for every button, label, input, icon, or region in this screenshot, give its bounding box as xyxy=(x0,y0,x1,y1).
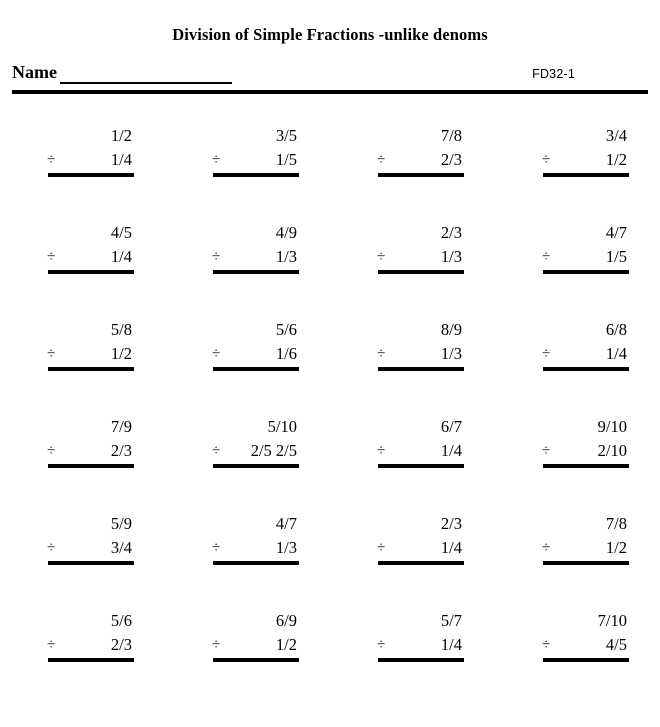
answer-rule[interactable] xyxy=(48,561,134,565)
answer-rule[interactable] xyxy=(543,270,629,274)
divisor-line xyxy=(543,439,629,463)
divisor-line xyxy=(543,245,629,269)
divisor: 2/3 xyxy=(110,441,132,460)
problem-cell xyxy=(165,215,330,312)
division-problem xyxy=(213,318,299,371)
divisor: 1/6 xyxy=(275,344,297,363)
dividend: 7/9 xyxy=(110,417,132,436)
divide-icon: ÷ xyxy=(377,249,386,265)
divisor-line xyxy=(48,245,134,269)
name-input-line[interactable] xyxy=(60,82,232,84)
name-row xyxy=(0,62,660,88)
problem-cell xyxy=(165,312,330,409)
divisor: 1/3 xyxy=(440,344,462,363)
divisor: 1/4 xyxy=(440,635,462,654)
dividend: 5/6 xyxy=(275,320,297,339)
divisor-line xyxy=(48,342,134,366)
division-problem xyxy=(378,318,464,371)
dividend: 5/7 xyxy=(440,611,462,630)
divide-icon: ÷ xyxy=(377,637,386,653)
dividend: 5/10 xyxy=(267,417,297,436)
divide-icon: ÷ xyxy=(542,637,551,653)
dividend: 4/7 xyxy=(605,223,627,242)
problem-cell xyxy=(0,603,165,700)
divide-icon: ÷ xyxy=(542,152,551,168)
answer-rule[interactable] xyxy=(48,464,134,468)
divisor: 1/2 xyxy=(110,344,132,363)
divisor: 4/5 xyxy=(605,635,627,654)
dividend: 3/4 xyxy=(605,126,627,145)
problem-cell xyxy=(0,215,165,312)
divisor: 3/4 xyxy=(110,538,132,557)
dividend: 7/8 xyxy=(440,126,462,145)
problem-row xyxy=(0,506,660,603)
answer-rule[interactable] xyxy=(543,173,629,177)
divide-icon: ÷ xyxy=(212,249,221,265)
answer-rule[interactable] xyxy=(213,367,299,371)
dividend: 5/6 xyxy=(110,611,132,630)
divide-icon: ÷ xyxy=(377,152,386,168)
problem-row xyxy=(0,603,660,700)
answer-rule[interactable] xyxy=(48,658,134,662)
division-problem xyxy=(213,512,299,565)
division-problem xyxy=(543,512,629,565)
divisor: 1/5 xyxy=(605,247,627,266)
divide-icon: ÷ xyxy=(47,443,56,459)
divisor-line xyxy=(213,536,299,560)
problem-row xyxy=(0,409,660,506)
division-problem xyxy=(48,318,134,371)
dividend: 7/10 xyxy=(597,611,627,630)
divisor-line xyxy=(378,439,464,463)
divide-icon: ÷ xyxy=(377,443,386,459)
divisor: 1/4 xyxy=(605,344,627,363)
dividend: 4/9 xyxy=(275,223,297,242)
division-problem xyxy=(213,124,299,177)
answer-rule[interactable] xyxy=(213,173,299,177)
divide-icon: ÷ xyxy=(47,346,56,362)
problem-cell xyxy=(0,506,165,603)
problem-cell xyxy=(495,312,660,409)
division-problem xyxy=(543,221,629,274)
problem-cell xyxy=(0,312,165,409)
divide-icon: ÷ xyxy=(47,152,56,168)
problem-cell xyxy=(165,118,330,215)
dividend: 3/5 xyxy=(275,126,297,145)
answer-rule[interactable] xyxy=(543,464,629,468)
divide-icon: ÷ xyxy=(212,443,221,459)
division-problem xyxy=(378,124,464,177)
divisor-line xyxy=(213,439,299,463)
divisor: 1/3 xyxy=(275,538,297,557)
divide-icon: ÷ xyxy=(212,540,221,556)
divisor: 2/3 xyxy=(110,635,132,654)
header-divider xyxy=(12,90,648,94)
answer-rule[interactable] xyxy=(543,367,629,371)
problem-cell xyxy=(0,409,165,506)
divisor: 1/2 xyxy=(275,635,297,654)
divisor-line xyxy=(48,439,134,463)
divisor-line xyxy=(543,148,629,172)
problem-cell xyxy=(330,215,495,312)
problem-row xyxy=(0,118,660,215)
divide-icon: ÷ xyxy=(377,540,386,556)
division-problem xyxy=(378,609,464,662)
page-title: Division of Simple Fractions -unlike denoms xyxy=(172,25,488,44)
divisor-line xyxy=(378,342,464,366)
answer-rule[interactable] xyxy=(213,270,299,274)
divisor: 1/3 xyxy=(440,247,462,266)
problem-cell xyxy=(495,409,660,506)
divisor-line xyxy=(543,633,629,657)
divisor: 1/2 xyxy=(605,150,627,169)
dividend: 1/2 xyxy=(110,126,132,145)
answer-rule[interactable] xyxy=(543,658,629,662)
sheet-code: FD32-1 xyxy=(532,67,575,81)
divisor-line xyxy=(378,148,464,172)
dividend: 6/8 xyxy=(605,320,627,339)
divide-icon: ÷ xyxy=(377,346,386,362)
answer-rule[interactable] xyxy=(213,464,299,468)
division-problem xyxy=(48,609,134,662)
problem-cell xyxy=(330,409,495,506)
answer-rule[interactable] xyxy=(213,561,299,565)
problem-cell xyxy=(330,118,495,215)
answer-rule[interactable] xyxy=(378,367,464,371)
divisor-line xyxy=(378,245,464,269)
divisor-line xyxy=(378,633,464,657)
dividend: 4/7 xyxy=(275,514,297,533)
problem-cell xyxy=(495,506,660,603)
division-problem xyxy=(213,221,299,274)
division-problem xyxy=(543,609,629,662)
divide-icon: ÷ xyxy=(542,443,551,459)
answer-rule[interactable] xyxy=(48,173,134,177)
divisor: 1/3 xyxy=(275,247,297,266)
answer-rule[interactable] xyxy=(48,270,134,274)
divisor-line xyxy=(48,148,134,172)
answer-rule[interactable] xyxy=(378,561,464,565)
problem-cell xyxy=(495,215,660,312)
divisor: 1/4 xyxy=(110,247,132,266)
division-problem xyxy=(378,221,464,274)
division-problem xyxy=(378,415,464,468)
dividend: 4/5 xyxy=(110,223,132,242)
dividend: 5/8 xyxy=(110,320,132,339)
division-problem xyxy=(378,512,464,565)
divisor: 2/5 2/5 xyxy=(250,441,297,460)
division-problem xyxy=(48,124,134,177)
divisor-line xyxy=(213,148,299,172)
divide-icon: ÷ xyxy=(212,346,221,362)
answer-rule[interactable] xyxy=(378,270,464,274)
problem-cell xyxy=(165,506,330,603)
answer-rule[interactable] xyxy=(378,658,464,662)
divide-icon: ÷ xyxy=(47,540,56,556)
divide-icon: ÷ xyxy=(542,249,551,265)
problem-row xyxy=(0,312,660,409)
divide-icon: ÷ xyxy=(47,249,56,265)
dividend: 2/3 xyxy=(440,514,462,533)
divide-icon: ÷ xyxy=(212,637,221,653)
divisor: 2/3 xyxy=(440,150,462,169)
divisor-line xyxy=(543,536,629,560)
division-problem xyxy=(213,415,299,468)
division-problem xyxy=(543,415,629,468)
divisor: 2/10 xyxy=(597,441,627,460)
division-problem xyxy=(213,609,299,662)
problem-cell xyxy=(495,118,660,215)
dividend: 2/3 xyxy=(440,223,462,242)
dividend: 6/9 xyxy=(275,611,297,630)
answer-rule[interactable] xyxy=(48,367,134,371)
problem-cell xyxy=(165,603,330,700)
divisor: 1/4 xyxy=(440,441,462,460)
problem-cell xyxy=(495,603,660,700)
division-problem xyxy=(48,221,134,274)
answer-rule[interactable] xyxy=(213,658,299,662)
divisor: 1/4 xyxy=(110,150,132,169)
divisor: 1/5 xyxy=(275,150,297,169)
divisor-line xyxy=(213,633,299,657)
problem-cell xyxy=(330,506,495,603)
divisor-line xyxy=(48,633,134,657)
problem-cell xyxy=(165,409,330,506)
divisor-line xyxy=(48,536,134,560)
divide-icon: ÷ xyxy=(212,152,221,168)
answer-rule[interactable] xyxy=(543,561,629,565)
divisor-line xyxy=(213,342,299,366)
dividend: 7/8 xyxy=(605,514,627,533)
name-label: Name xyxy=(12,62,57,82)
answer-rule[interactable] xyxy=(378,173,464,177)
divisor-line xyxy=(378,536,464,560)
dividend: 5/9 xyxy=(110,514,132,533)
division-problem xyxy=(48,415,134,468)
answer-rule[interactable] xyxy=(378,464,464,468)
problem-grid xyxy=(0,118,660,700)
divisor-line xyxy=(543,342,629,366)
divide-icon: ÷ xyxy=(47,637,56,653)
divide-icon: ÷ xyxy=(542,540,551,556)
divisor: 1/4 xyxy=(440,538,462,557)
problem-cell xyxy=(0,118,165,215)
problem-row xyxy=(0,215,660,312)
dividend: 8/9 xyxy=(440,320,462,339)
divide-icon: ÷ xyxy=(542,346,551,362)
divisor-line xyxy=(213,245,299,269)
dividend: 9/10 xyxy=(597,417,627,436)
division-problem xyxy=(543,124,629,177)
problem-cell xyxy=(330,603,495,700)
problem-cell xyxy=(330,312,495,409)
divisor: 1/2 xyxy=(605,538,627,557)
division-problem xyxy=(543,318,629,371)
division-problem xyxy=(48,512,134,565)
dividend: 6/7 xyxy=(440,417,462,436)
